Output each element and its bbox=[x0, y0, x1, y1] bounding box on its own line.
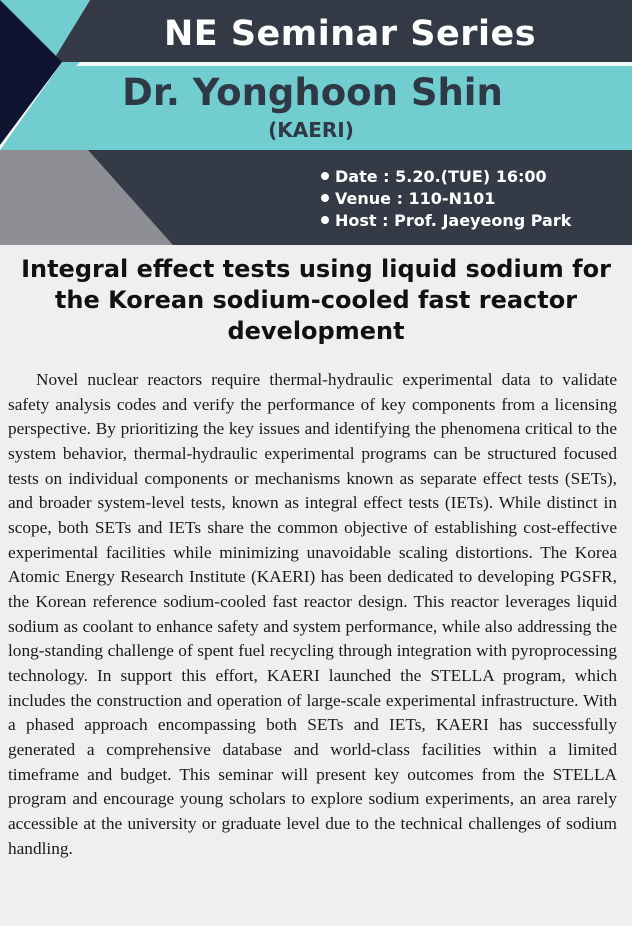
seminar-header-banner bbox=[0, 0, 632, 245]
event-date-text: Date : 5.20.(TUE) 16:00 bbox=[335, 167, 547, 186]
event-info-list bbox=[321, 166, 571, 232]
bullet-icon bbox=[321, 172, 329, 180]
talk-title: Integral effect tests using liquid sodium for the Korean sodium-cooled fast reactor development bbox=[21, 255, 611, 345]
speaker-name: Dr. Yonghoon Shin bbox=[122, 71, 503, 114]
event-host bbox=[321, 210, 571, 232]
event-host-text: Host : Prof. Jaeyeong Park bbox=[335, 211, 572, 230]
series-title: NE Seminar Series bbox=[163, 14, 537, 54]
event-venue-text: Venue : 110-N101 bbox=[335, 189, 496, 208]
talk-abstract: Novel nuclear reactors require thermal-hydraulic experimental data to validate safety analysis codes and verify the performance of key components from a licensing perspective. By prioritizing the key issues and identifying the phenomena critical to the system behavior, thermal-hydraulic experimental programs can be structured focused tests on individual components or mechanisms known as separate effect tests (SETs), and broader system-level tests, known as integral effect tests (IETs). While distinct in scope, both SETs and IETs share the common objective of establishing cost-effective experimental facilities while minimizing unavoidable scaling distortions. The Korea Atomic Energy Research Institute (KAERI) has been dedicated to developing PGSFR, the Korean reference sodium-cooled fast reactor design. This reactor leverages liquid sodium as coolant to enhance safety and system performance, while also addressing the long-standing challenge of spent fuel recycling through integration with pyroprocessing technology. In support this effort, KAERI launched the STELLA program, which includes the construction and operation of large-scale experimental infrastructure. With a phased approach encompassing both SETs and IETs, KAERI has successfully generated a comprehensive database and world-class facilities within a limited timeframe and budget. This seminar will present key outcomes from the STELLA program and encourage young scholars to explore sodium experiments, an area rarely accessible at the university or graduate level due to the technical challenges of sodium handling. bbox=[8, 370, 617, 858]
event-venue bbox=[321, 188, 571, 210]
speaker-affiliation: (KAERI) bbox=[268, 118, 354, 142]
event-date bbox=[321, 166, 571, 188]
bullet-icon bbox=[321, 216, 329, 224]
bullet-icon bbox=[321, 194, 329, 202]
